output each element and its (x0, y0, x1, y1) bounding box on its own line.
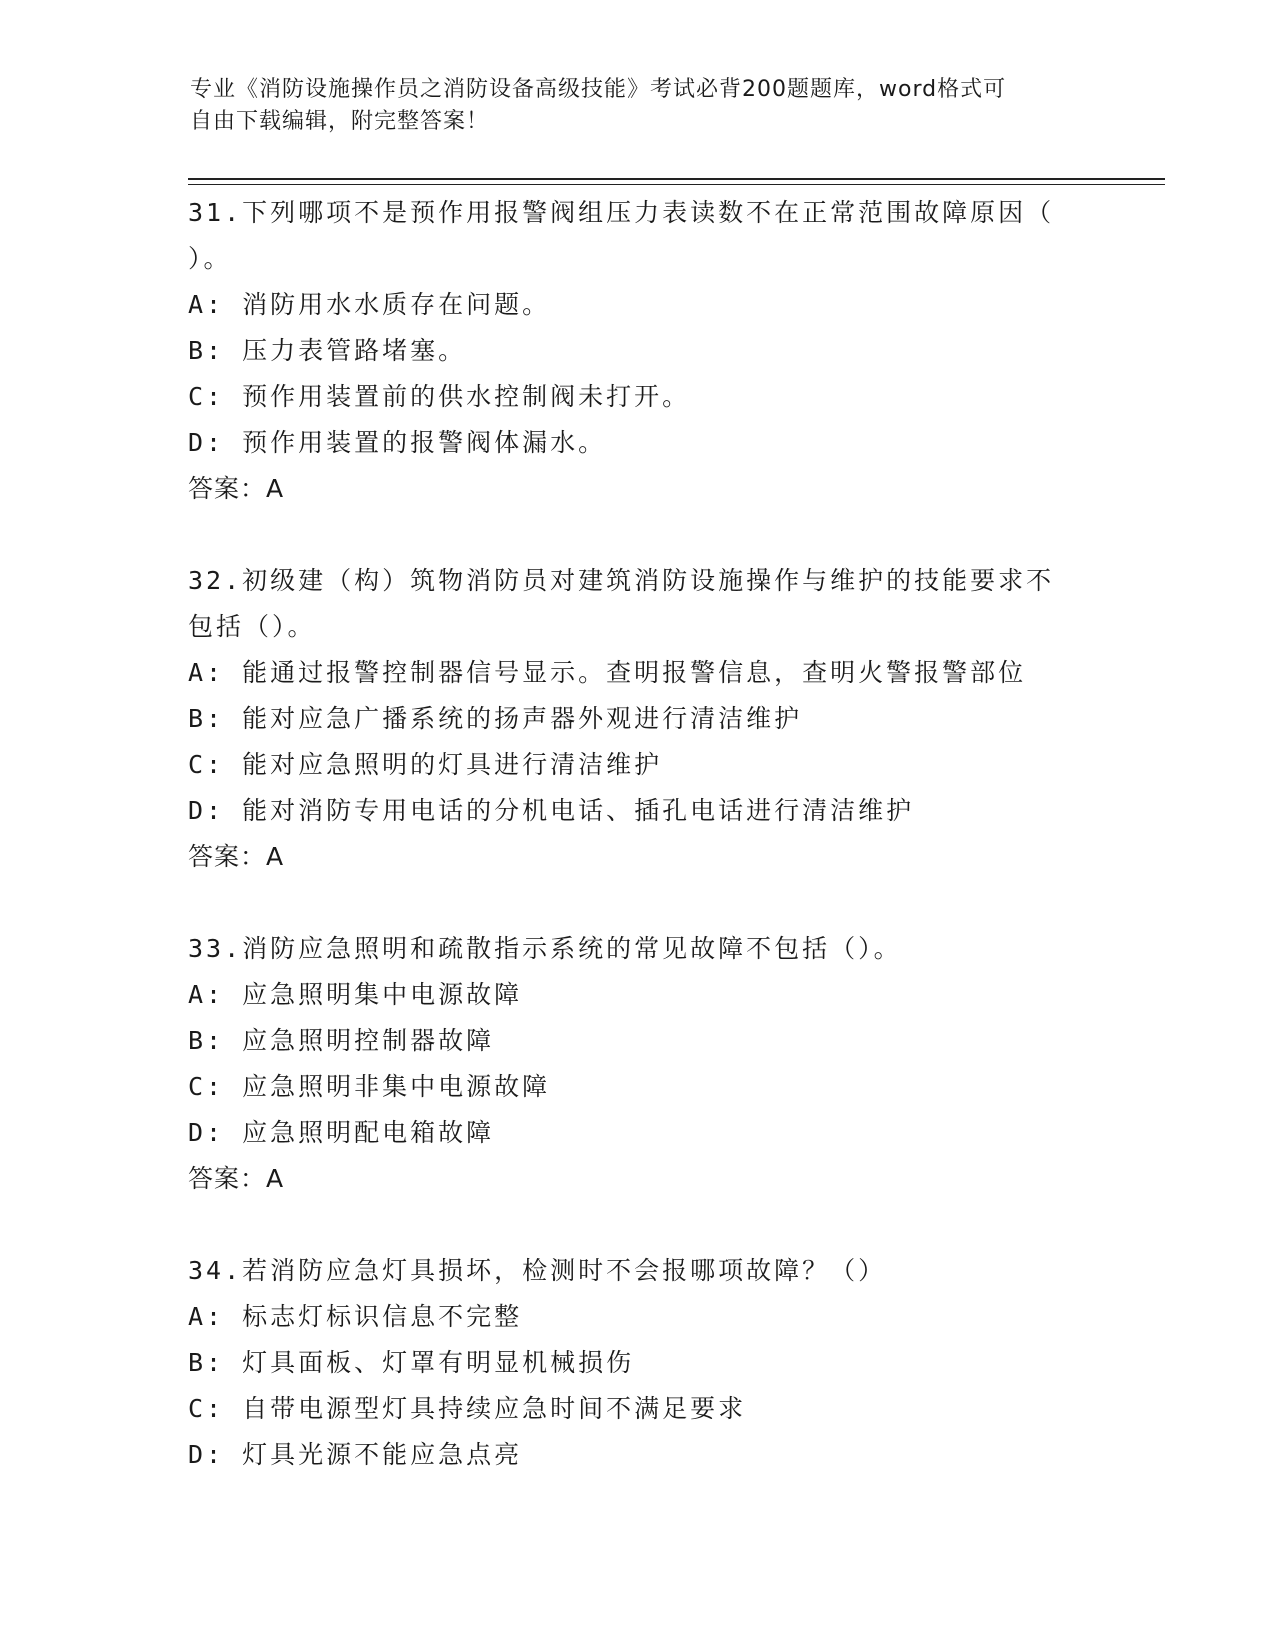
answer-line: 答案：A (188, 842, 285, 871)
option-b: B: 应急照明控制器故障 (188, 1026, 495, 1055)
header-divider-thick (188, 178, 1165, 180)
question-stem-continued: 包括（）。 (188, 612, 316, 641)
option-d: D: 预作用装置的报警阀体漏水。 (188, 428, 607, 457)
header-line-1: 专业《消防设施操作员之消防设备高级技能》考试必背200题题库，word格式可 (190, 77, 1007, 102)
header-line-2: 自由下载编辑，附完整答案！ (190, 109, 490, 134)
question-32 (188, 558, 1088, 880)
option-a: A: 能通过报警控制器信号显示。查明报警信息，查明火警报警部位 (188, 658, 1027, 687)
question-stem: 32.初级建（构）筑物消防员对建筑消防设施操作与维护的技能要求不 (188, 566, 1055, 595)
header-divider-thin (188, 184, 1165, 185)
question-33 (188, 926, 1088, 1202)
option-d: D: 能对消防专用电话的分机电话、插孔电话进行清洁维护 (188, 796, 915, 825)
option-b: B: 压力表管路堵塞。 (188, 336, 467, 365)
option-d: D: 灯具光源不能应急点亮 (188, 1440, 523, 1469)
question-34 (188, 1248, 1088, 1478)
option-c: C: 应急照明非集中电源故障 (188, 1072, 551, 1101)
question-stem: 31.下列哪项不是预作用报警阀组压力表读数不在正常范围故障原因（ (188, 198, 1055, 227)
option-a: A: 应急照明集中电源故障 (188, 980, 523, 1009)
document-header (190, 74, 1090, 138)
option-a: A: 标志灯标识信息不完整 (188, 1302, 523, 1331)
option-a: A: 消防用水水质存在问题。 (188, 290, 551, 319)
answer-line: 答案：A (188, 474, 285, 503)
question-list (188, 190, 1088, 1524)
question-stem: 33.消防应急照明和疏散指示系统的常见故障不包括（）。 (188, 934, 902, 963)
option-b: B: 灯具面板、灯罩有明显机械损伤 (188, 1348, 635, 1377)
answer-line: 答案：A (188, 1164, 285, 1193)
option-d: D: 应急照明配电箱故障 (188, 1118, 495, 1147)
option-b: B: 能对应急广播系统的扬声器外观进行清洁维护 (188, 704, 803, 733)
option-c: C: 自带电源型灯具持续应急时间不满足要求 (188, 1394, 747, 1423)
option-c: C: 预作用装置前的供水控制阀未打开。 (188, 382, 691, 411)
question-31 (188, 190, 1088, 512)
question-stem-continued: ）。 (188, 244, 232, 273)
question-stem: 34.若消防应急灯具损坏，检测时不会报哪项故障？（） (188, 1256, 887, 1285)
option-c: C: 能对应急照明的灯具进行清洁维护 (188, 750, 663, 779)
